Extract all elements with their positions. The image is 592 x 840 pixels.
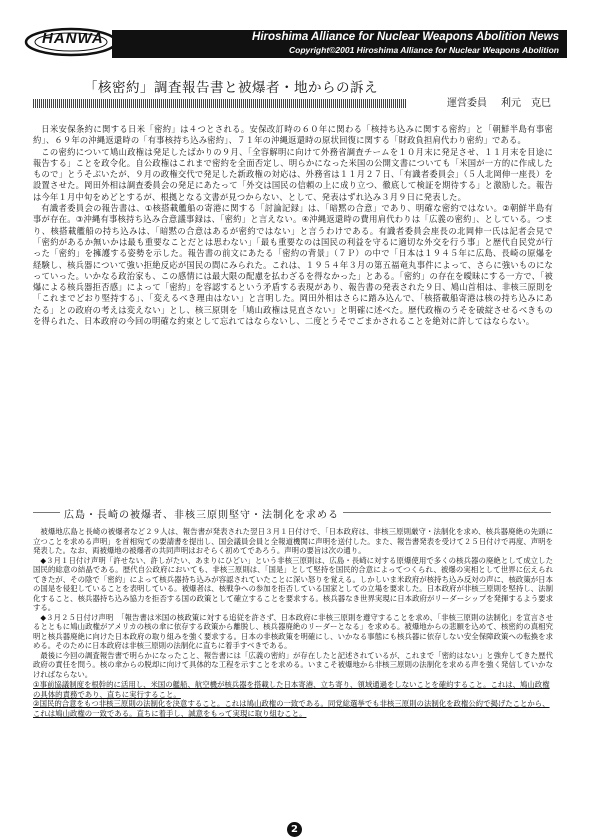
demand-item: ②国民的合意をもつ非核三原則の法制化を決意すること。これは鳩山政権の一致である。同党総選挙でも非核三原則の法制化を政権公約で掲げたことから、これは鳩山政権の一致である。直ちに着手し、誠意をもって実現に取り組むこと。 <box>33 699 550 718</box>
paragraph: ◆３月２５日付け声明 「報告書は米国の核政策に対する追従を許さず、日本政府に非核三原則を遵守することを求め、「非核三原則の法制化」を宣言させるとともに鳩山政権がアメリカの核の傘に依存する政策から離脱し、核兵器廃絶のリーダーとなる」を求める。被爆地からの悲願を込めて、核密約の真相究明と核兵器廃絶に向けた日本政府の取り組みを強く要求する。日本の非核政策を明確にし、いかなる事態にも核兵器に依存しない安全保障政策への転換を求める。そのために日本政府は非核三原則の法制化に直ちに着手すべきである。 <box>33 612 553 650</box>
copyright: Copyright©2001 Hiroshima Alliance for Nuclear Weapons Abolition <box>289 45 559 55</box>
author-byline <box>406 96 551 111</box>
article-body-section-1 <box>33 124 553 327</box>
author-role: 運営委員 <box>447 98 487 109</box>
subheading: 広島・長崎の被爆者、非核三原則堅守・法制化を求める <box>60 506 343 521</box>
article-body-section-2 <box>33 527 553 679</box>
demand-item: ①事前協議制度を根幹的に活用し、米国の艦船、航空機が核兵器を搭載した日本寄港、立ち寄り、領域通過をしないことを確約すること。これは、鳩山政権の具体的責務であり、直ちに実行すること。 <box>33 680 550 699</box>
demands-list <box>33 680 553 718</box>
paragraph: 有識者委員会の報告書は、①核搭載艦船の寄港に関する「討論記録」は、「暗黙の合意」であり、明確な密約ではない。②朝鮮半島有事が存在。③沖縄有事核持ち込み合意議事録は、「密約」と言えない。④沖縄返還時の費用肩代わりは「広義の密約」、としている。つまり、核搭載艦船の持ち込みは、「暗黙の合意はあるが密約ではない」と言うわけである。有識者委員会座長の北岡伸一氏は記者会見で「密約があるか無いかは最も重要なことだとは思わない」「最も重要なのは国民の利益を守るに適切な外交を行う事」と歴代自民党が行った「密約」を擁護する姿勢を示した。報告書の前文にあたる「密約の背景」（７Ｐ）の中で「日本は１９４５年に広島、長崎の原爆を経験し、核兵器について強い拒絶反応が国民の間にみられた。これは、１９５４年３月の第五福竜丸事件によって、さらに強いものになっていった。いかなる政治家も、この感情には最大限の配慮を払わざるを得なかった」とある。「密約」の存在を曖昧にする一方で、「被爆による核兵器拒否感」によって「密約」を容認するという矛盾する表現があり、報告書の発表された９日、鳩山首相は、非核三原則を「これまでどおり堅持する」、「変えるべき理由はない」と言明した。岡田外相はさらに踏み込んで、「核搭載船寄港は核の持ち込みにあたる」との政府の考えは変えない」とし、核三原則を「鳩山政権は見直さない」と明確に述べた。歴代政権のうそを破綻させるべきものを得られた、日本政府の今回の明確な約束として忘れてはならないし、二度とうそでごまかされることを絶対に許してはならない。 <box>33 203 553 327</box>
newsletter-header <box>24 22 567 62</box>
author-name: 利元 克巳 <box>501 98 551 109</box>
newsletter-title: Hiroshima Alliance for Nuclear Weapons Abolition News <box>252 31 559 43</box>
paragraph: 日米安保条約に関する日米「密約」は４つとされる。安保改訂時の６０年に関わる「核持ち込みに関する密約」と「朝鮮半島有事密約」、６９年の沖縄返還時の「有事核持ち込み密約」、７１年の沖縄返還時の原状回復に関する「財政負担肩代わり密約」である。 <box>33 124 553 146</box>
page-number: 2 <box>287 822 302 837</box>
logo-text: HANWA <box>42 30 104 47</box>
header-band <box>112 30 567 58</box>
paragraph: 最後に今回の調査報告書で明らかになったこと、報告書には「広義の密約」が存在したと記述されているが、これまで「密約はない」と強弁してきた歴代政府の責任を問う。核の傘からの脱却に向けて具体的な工程を示すことを求める。いまこそ被爆地から非核三原則の法制化を求める声を強く発信していかなければならない。 <box>33 650 553 679</box>
paragraph: この密約について鳩山政権は発足したばかりの９月、「全容解明に向けて外務省調査チームを１０月末に発足させ、１１月末を目途に報告する」ことを政令化。自公政権はこれまで密約を全面否定し、明らかになった米国の公開文書についても「米国が一方的に作成したもので」とうそぶいたが、９月の政権交代で発足した新政権の対応は、外務省は１１月２７日、「有識者委員会」（５人北岡伸一座長）を設置させた。岡田外相は調査委員会の発足にあたって「外交は国民の信頼の上に成り立つ、徹底して検証を期待する」と激励した。報告は今年１月中旬をめどとするが、根拠となる文書が見つからない、として、発表はずれ込み３月９日に発表した。 <box>33 146 553 202</box>
article-title: 「核密約」調査報告書と被爆者・地からの訴え <box>84 80 378 96</box>
paragraph: 被爆地広島と長崎の被爆者など２９人は、報告書が発表された翌日３月１日付けで、「日本政府は、非核三原則厳守・法制化を求め、核兵器廃絶の先頭に立つことを求める声明」を首相宛ての要請書を提出し、国会議員会員と全報道機関に声明を送付した。また、報告書発表を受けて２５日付けで再度、声明を発表した。なお、両被爆地の被爆者の共同声明はおそらく初めてであろう。声明の要旨は次の通り。 <box>33 527 553 555</box>
paragraph: ◆３月１日付け声明「許せない、許しがたい、あまりにひどい」という非核三原則は、広島・長崎に対する原爆使用で多くの核兵器の廃絶として成立した国民的総意の結晶である。歴代自公政府においても、非核三原則は、「国是」として堅持を国民的合意によってつくられ、被爆の実相として世界に伝えられてきたが、その陰で「密約」によって核兵器持ち込みが容認されていたことに深い怒りを覚える。しかしいま米政府が核持ち込み反対の声に、核政策が日本の国是を侵犯していることを表明している。被爆者は、核戦争への参加を拒否している国家としての立場を要求した。日本政府が非核三原則を堅持し、法制化すること、核兵器持ち込み協力を拒否する国の政策として確立することを要求する。核兵器なき世界実現に日本政府がリーダーシップを発揮するよう要求する。 <box>33 555 553 612</box>
